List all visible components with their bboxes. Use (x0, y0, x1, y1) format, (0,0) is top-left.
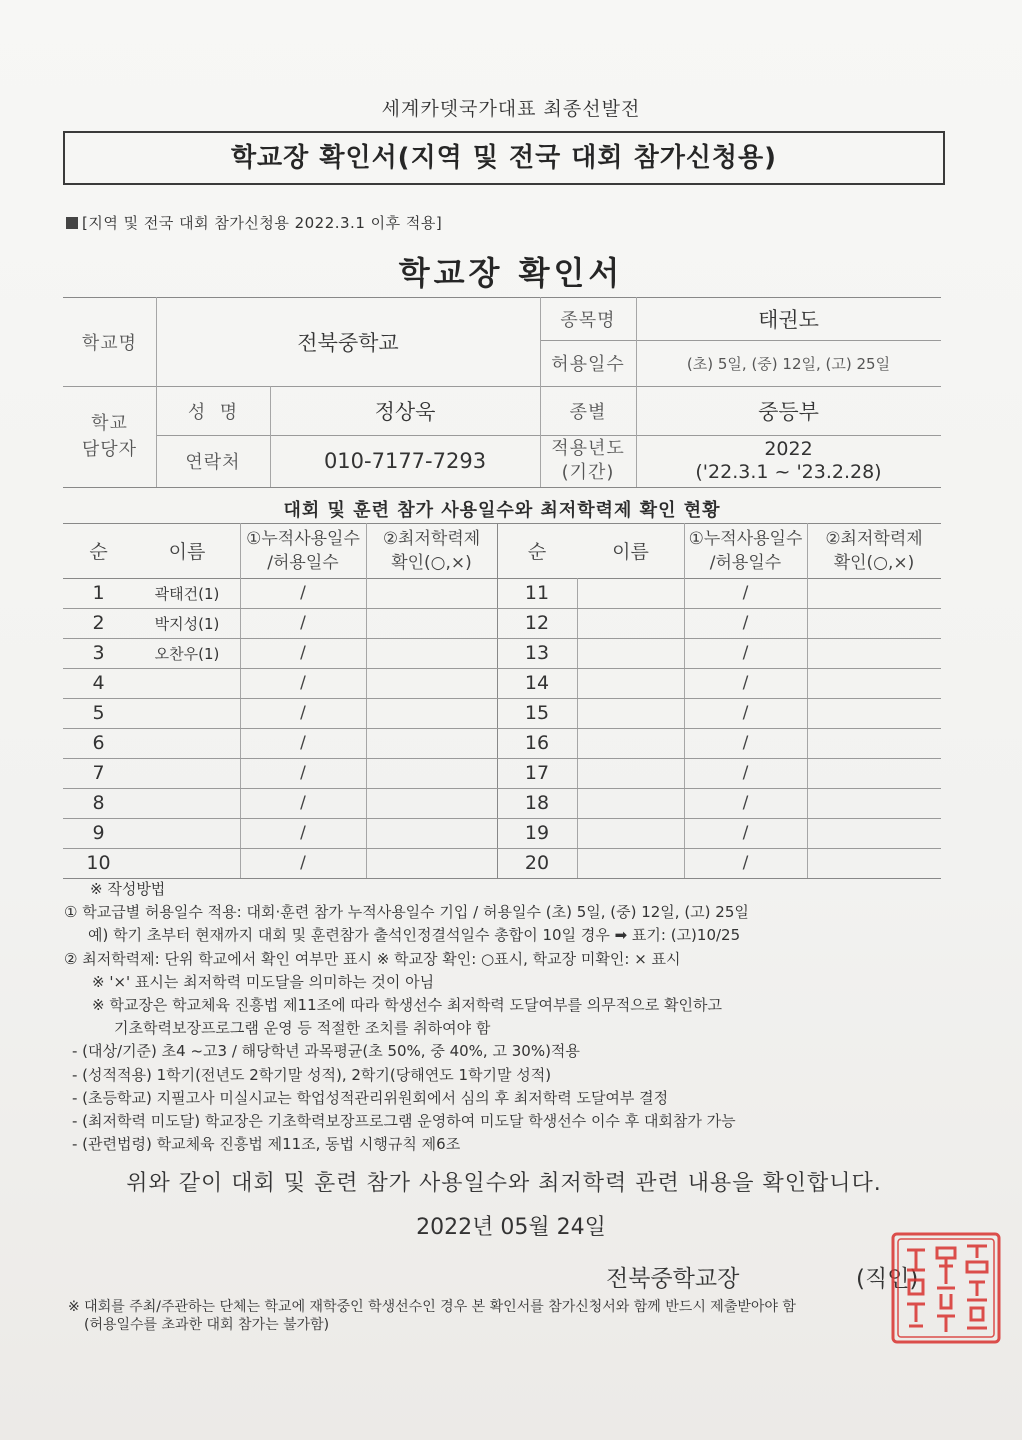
right-row-no: 14 (524, 672, 550, 694)
writing-guide (64, 878, 944, 1156)
right-row-check (807, 758, 941, 788)
bottom-note (68, 1298, 938, 1334)
left-row-no: 6 (92, 732, 105, 754)
sport-value: 태권도 (758, 307, 819, 332)
left-row-check (366, 668, 497, 698)
right-row-no: 18 (524, 792, 550, 814)
right-row-check (807, 608, 941, 638)
school-name: 전북중학교 (297, 330, 399, 355)
left-row-no: 9 (92, 822, 105, 844)
left-row-check (366, 638, 497, 668)
left-row-no: 5 (92, 702, 105, 724)
left-row-no: 3 (92, 642, 105, 664)
signed-date: 2022년 05월 24일 (416, 1215, 606, 1240)
left-row-check (366, 788, 497, 818)
right-row-days: / (742, 853, 749, 873)
left-row-days: / (300, 823, 306, 843)
left-row-check (366, 758, 497, 788)
right-row-days: / (742, 673, 749, 693)
left-col-no-header: 순 (89, 541, 108, 563)
right-row-name (577, 818, 684, 848)
guide-heading: ※ 작성방법 (90, 880, 166, 898)
right-row-no: 11 (524, 582, 550, 604)
left-row-days: / (300, 613, 306, 633)
right-row-name (577, 578, 684, 608)
right-row-check (807, 728, 941, 758)
left-col-name-header: 이름 (168, 541, 206, 563)
right-row-days: / (742, 613, 749, 633)
guide-line-9: - (초등학교) 지필고사 미실시교는 학업성적관리위원회에서 심의 후 최저학력 도달여부 결정 (72, 1088, 669, 1107)
contact-label: 연락처 (185, 452, 241, 473)
right-row-name (577, 728, 684, 758)
left-row-days: / (300, 673, 306, 693)
right-row-no: 15 (524, 702, 550, 724)
square-bullet-icon (66, 217, 78, 229)
guide-line-10: - (최저학력 미도달) 학교장은 기초학력보장프로그램 운영하여 미도달 학생선수 이수 후 대회참가 가능 (72, 1112, 736, 1131)
left-row-name (134, 698, 240, 728)
period-label: 적용년도 (기간) (551, 438, 625, 483)
left-row-name (134, 818, 240, 848)
guide-line-7: - (대상/기준) 초4 ~고3 / 해당학년 과목평균(초 50%, 중 40%, 고 30%)적용 (72, 1042, 580, 1061)
sport-label: 종목명 (560, 309, 616, 331)
right-row-name (577, 608, 684, 638)
left-row-check (366, 698, 497, 728)
left-row-name: 박지성(1) (154, 614, 220, 633)
right-row-days: / (742, 823, 749, 843)
table-title: 대회 및 훈련 참가 사용일수와 최저학력제 확인 현황 (283, 500, 721, 521)
right-row-check (807, 638, 941, 668)
right-row-no: 12 (524, 612, 550, 634)
left-row-name (134, 668, 240, 698)
main-title: 학교장 확인서 (398, 254, 624, 292)
right-row-no: 20 (524, 852, 550, 874)
right-row-check (807, 818, 941, 848)
form-box-title: 학교장 확인서(지역 및 전국 대회 참가신청용) (63, 131, 945, 185)
right-row-name (577, 848, 684, 878)
left-row-name (134, 728, 240, 758)
left-row-check (366, 578, 497, 608)
left-row-check (366, 608, 497, 638)
right-row-no: 19 (524, 822, 550, 844)
guide-line-6: 기초학력보장프로그램 운영 등 적절한 조치를 취하여야 함 (114, 1019, 491, 1038)
left-row-name (134, 788, 240, 818)
right-row-name (577, 638, 684, 668)
left-row-check (366, 818, 497, 848)
right-row-name (577, 788, 684, 818)
right-row-days: / (742, 793, 749, 813)
right-row-check (807, 578, 941, 608)
period-value (636, 435, 941, 487)
right-row-check (807, 668, 941, 698)
right-row-check (807, 848, 941, 878)
left-row-name: 오찬우(1) (154, 644, 220, 663)
left-row-no: 7 (92, 762, 105, 784)
right-row-days: / (742, 643, 749, 663)
left-row-name: 곽태건(1) (154, 584, 220, 603)
guide-line-8: - (성적적용) 1학기(전년도 2학기말 성적), 2학기(당해연도 1학기말 성적) (72, 1065, 552, 1084)
guide-line-2: 예) 학기 초부터 현재까지 대회 및 훈련참가 출석인정결석일수 총합이 10일 경우 ➡ 표기: (고)10/25 (88, 926, 741, 945)
right-row-check (807, 788, 941, 818)
left-row-check (366, 728, 497, 758)
right-row-check (807, 698, 941, 728)
left-col-days-header: ①누적사용일수 /허용일수 (246, 528, 360, 573)
left-row-no: 1 (92, 582, 105, 604)
event-title: 세계카뎃국가대표 최종선발전 (381, 98, 641, 120)
confirm-statement: 위와 같이 대회 및 훈련 참가 사용일수와 최저학력 관련 내용을 확인합니다. (126, 1171, 882, 1196)
right-row-days: / (742, 763, 749, 783)
guide-line-5: ※ 학교장은 학교체육 진흥법 제11조에 따라 학생선수 최저학력 도달여부를 의무적으로 확인하고 (92, 996, 722, 1015)
right-col-check-header: ②최저학력제 확인(○,×) (825, 528, 923, 573)
left-row-days: / (300, 853, 306, 873)
principal-name: 전북중학교장 (606, 1266, 740, 1292)
right-row-days: / (742, 733, 749, 753)
right-row-days: / (742, 703, 749, 723)
right-row-no: 16 (524, 732, 550, 754)
right-row-no: 13 (524, 642, 550, 664)
manager-label: 학교 담당자 (81, 412, 138, 460)
bottom-note-line-2: (허용일수를 초과한 대회 참가는 불가함) (84, 1317, 330, 1333)
left-row-name (134, 758, 240, 788)
school-name-label: 학교명 (81, 332, 138, 354)
right-col-no-header: 순 (527, 541, 547, 563)
bottom-note-line-1: ※ 대회를 주최/주관하는 단체는 학교에 재학중인 학생선수인 경우 본 확인서를 참가신청서와 함께 반드시 제출받아야 함 (68, 1299, 796, 1315)
period-range: ('22.3.1 ~ '23.2.28) (695, 461, 882, 483)
left-row-days: / (300, 733, 306, 753)
left-row-no: 2 (92, 612, 105, 634)
right-col-name-header: 이름 (612, 541, 649, 563)
left-row-days: / (300, 763, 306, 783)
left-row-no: 4 (92, 672, 105, 694)
left-row-days: / (300, 583, 306, 603)
left-row-no: 10 (86, 852, 111, 874)
seal-label: (직인) (856, 1266, 919, 1292)
contact-value: 010-7177-7293 (323, 449, 487, 473)
year-value: 2022 (764, 438, 813, 460)
right-col-days-header: ①누적사용일수 /허용일수 (688, 528, 803, 573)
left-row-days: / (300, 643, 306, 663)
guide-line-4: ※ '×' 표시는 최저학력 미도달을 의미하는 것이 아님 (92, 972, 435, 991)
left-row-no: 8 (92, 792, 105, 814)
form-note-text: [지역 및 전국 대회 참가신청용 2022.3.1 이후 적용] (82, 214, 443, 232)
left-row-check (366, 848, 497, 878)
right-row-name (577, 698, 684, 728)
guide-line-3: ② 최저학력제: 단위 학교에서 확인 여부만 표시 ※ 학교장 확인: ○표시, 학교장 미확인: × 표시 (64, 949, 681, 968)
guide-line-11: - (관련법령) 학교체육 진흥법 제11조, 동법 시행규칙 제6조 (72, 1135, 461, 1154)
left-col-check-header: ②최저학력제 확인(○,×) (382, 528, 481, 573)
manager-name-label: 성 명 (187, 401, 239, 423)
manager-name: 정상욱 (374, 399, 436, 424)
right-row-name (577, 668, 684, 698)
allowed-days-label: 허용일수 (551, 354, 625, 375)
left-row-days: / (300, 703, 306, 723)
right-row-no: 17 (524, 762, 550, 784)
left-row-name (134, 848, 240, 878)
right-row-name (577, 758, 684, 788)
category-label: 종별 (569, 401, 607, 423)
left-row-days: / (300, 793, 306, 813)
guide-line-1: ① 학교급별 허용일수 적용: 대회·훈련 참가 누적사용일수 기입 / 허용일수 (초) 5일, (중) 12일, (고) 25일 (64, 903, 749, 922)
right-row-days: / (742, 583, 749, 603)
allowed-days-value: (초) 5일, (중) 12일, (고) 25일 (686, 354, 891, 373)
form-note (66, 212, 442, 233)
category-value: 중등부 (758, 399, 819, 424)
